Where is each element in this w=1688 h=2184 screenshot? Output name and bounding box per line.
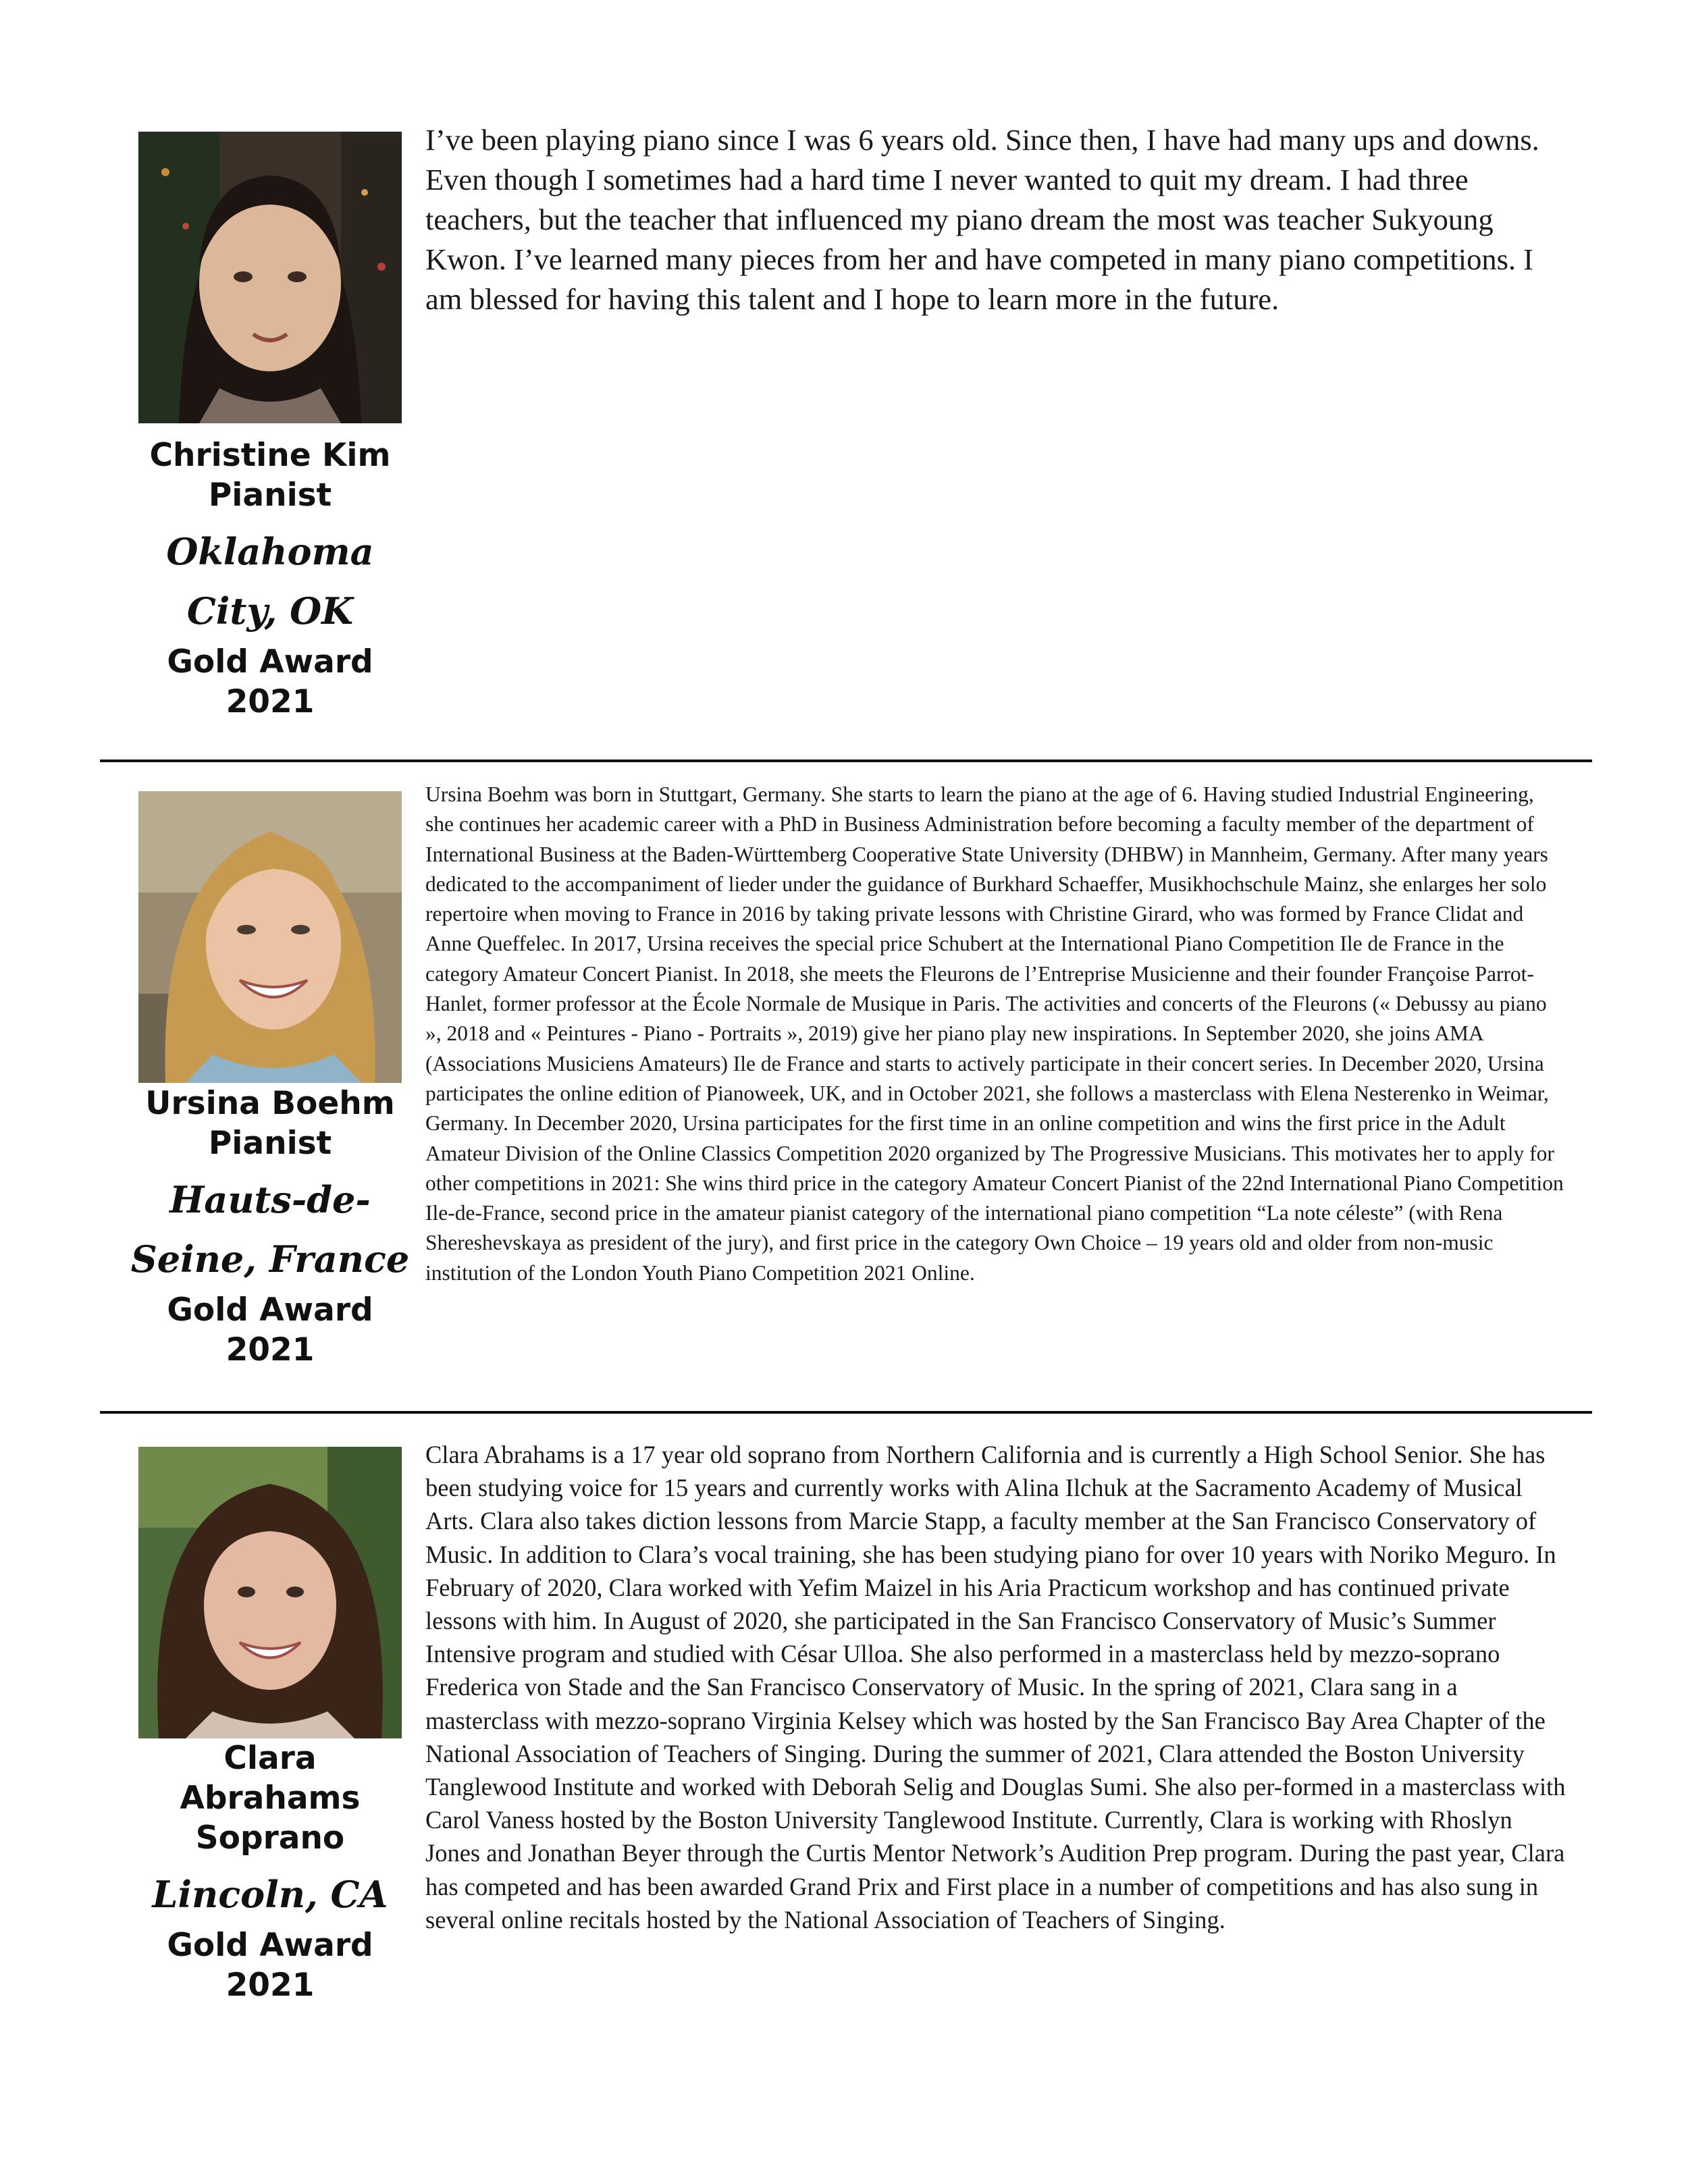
biography-text: Clara Abrahams is a 17 year old soprano from Northern California and is currently a High School Senior. She has been studying voice for 15 years and currently works with Alina Ilchuk at the Sacramento Academy of Musical Arts. Clara also takes diction lessons from Marcie Stapp, a faculty member at the San Francisco Conservatory of Music. In addition to Clara’s vocal training, she has been studying piano for over 10 years with Noriko Meguro. In February of 2020, Clara worked with Yefim Maizel in his Aria Practicum workshop and has continued private lessons with him. In August of 2020, she participated in the San Francisco Conservatory of Music’s Summer Intensive program and studied with César Ulloa. She also performed in a masterclass held by mezzo-soprano Frederica von Stade and the San Francisco Conservatory of Music. In the spring of 2021, Clara sang in a masterclass with mezzo-soprano Virginia Kelsey which was hosted by the San Francisco Bay Area Chapter of the National Association of Teachers of Singing. During the summer of 2021, Clara attended the Boston University Tanglewood Institute and worked with Deborah Selig and Douglas Sumi. She also per-formed in a masterclass with Carol Vaness hosted by the Boston University Tanglewood Institute. Currently, Clara is working with Rhoslyn Jones and Jonathan Beyer through the Curtis Mentor Network’s Audition Prep program. During the past year, Clara has competed and has been awarded Grand Prix and First place in a number of competitions and has also sung in several online recitals hosted by the National Association of Teachers of Singing. bbox=[425, 1441, 1566, 1934]
performer-name: Ursina Boehm bbox=[145, 1085, 395, 1122]
performer-role: Soprano bbox=[195, 1819, 345, 1857]
portrait-photo bbox=[138, 791, 402, 1083]
performer-role: Pianist bbox=[208, 1125, 332, 1162]
portrait-image bbox=[138, 1447, 402, 1738]
portrait-image bbox=[138, 791, 402, 1083]
section-divider bbox=[100, 760, 1592, 762]
award-year: 2021 bbox=[226, 1331, 315, 1368]
portrait-photo bbox=[138, 1447, 402, 1738]
profile-info bbox=[122, 1084, 419, 1370]
performer-name: Christine Kim bbox=[149, 437, 391, 474]
profile-info bbox=[122, 1738, 419, 2005]
award-title: Gold Award bbox=[167, 1291, 373, 1329]
award-title: Gold Award bbox=[167, 643, 373, 681]
performer-role: Pianist bbox=[208, 477, 332, 514]
performer-location: Hauts-de-Seine, France bbox=[130, 1178, 410, 1281]
performer-location: Oklahoma City, OK bbox=[166, 530, 374, 633]
performer-name: Clara Abrahams bbox=[180, 1740, 361, 1817]
biography-text: Ursina Boehm was born in Stuttgart, Germany. She starts to learn the piano at the age of 6. Having studied Industrial Engineering, she continues her academic career with a PhD in Business Administration before becoming a faculty member of the department of International Business at the Baden-Württemberg Cooperative State University (DHBW) in Mannheim, Germany. After many years dedicated to the accompaniment of lieder under the guidance of Burkhard Schaeffer, Musikhochschule Mainz, she enlarges her solo repertoire when moving to France in 2016 by taking private lessons with Christine Girard, who was formed by France Clidat and Anne Queffelec. In 2017, Ursina receives the special price Schubert at the International Piano Competition Ile de France in the category Amateur Concert Pianist. In 2018, she meets the Fleurons de l’Entreprise Musicienne and their founder Françoise Parrot-Hanlet, former professor at the École Normale de Musique in Paris. The activities and concerts of the Fleurons (« Debussy au piano », 2018 and « Peintures - Piano - Portraits », 2019) give her piano play new inspirations. In September 2020, she joins AMA (Associations Musiciens Amateurs) Ile de France and starts to actively participate in their concert series. In December 2020, Ursina participates the online edition of Pianoweek, UK, and in October 2021, she follows a masterclass with Elena Nesterenko in Weimar, Germany. In December 2020, Ursina participates for the first time in an online competition and wins the first price in the Adult Amateur Division of the Online Classics Competition 2020 organized by The Progressive Musicians. This motivates her to apply for other competitions in 2021: She wins third price in the category Amateur Concert Pianist of the 22nd International Piano Competition Ile-de-France, second price in the amateur pianist category of the international piano competition “La note céleste” (with Rena Shereshevskaya as president of the jury), and first price in the category Own Choice – 19 years old and older from non-music institution of the London Youth Piano Competition 2021 Online. bbox=[425, 782, 1564, 1285]
performer-location: Lincoln, CA bbox=[152, 1873, 388, 1916]
award-year: 2021 bbox=[226, 683, 315, 720]
award-year: 2021 bbox=[226, 1967, 315, 2004]
profile-info bbox=[122, 435, 419, 722]
portrait-photo bbox=[138, 132, 402, 423]
biography-text: I’ve been playing piano since I was 6 years old. Since then, I have had many ups and downs. Even though I sometimes had a hard time I never wanted to quit my dream. I had three teachers, but the teacher that influenced my piano dream the most was teacher Sukyoung Kwon. I’ve learned many pieces from her and have competed in many piano competitions. I am blessed for having this talent and I hope to learn more in the future. bbox=[425, 123, 1539, 316]
portrait-image bbox=[138, 132, 402, 423]
section-divider bbox=[100, 1411, 1592, 1414]
award-title: Gold Award bbox=[167, 1927, 373, 1964]
